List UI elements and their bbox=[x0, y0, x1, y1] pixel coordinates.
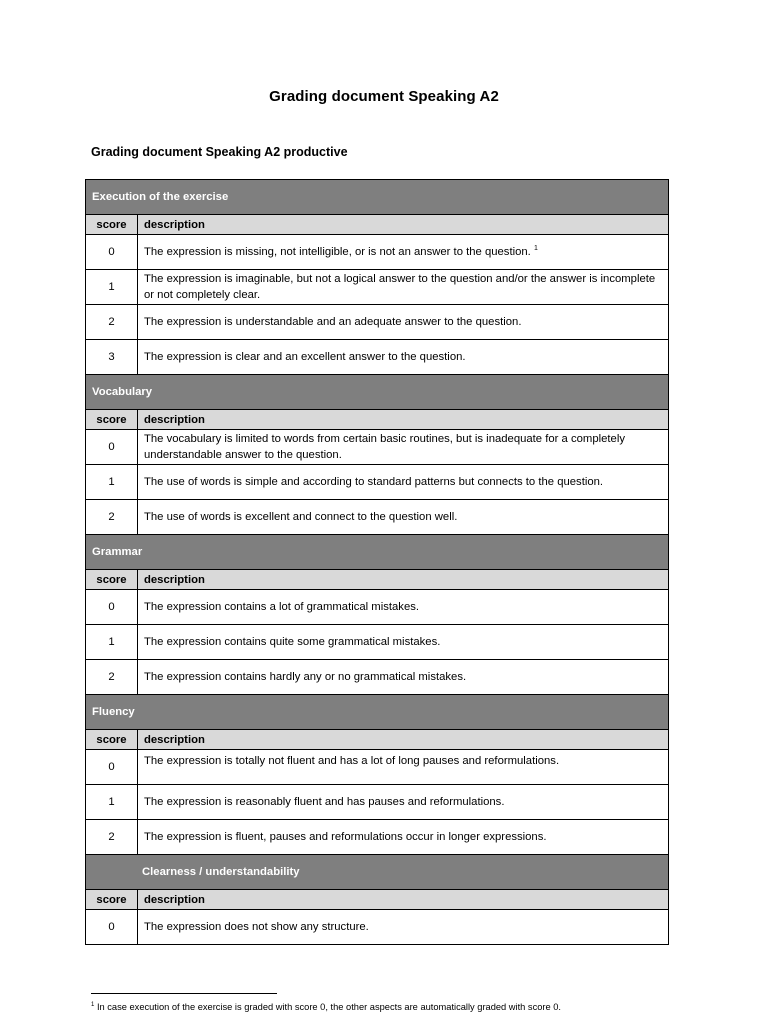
section-title: Fluency bbox=[86, 695, 669, 730]
table-row bbox=[86, 340, 669, 375]
score-cell: 0 bbox=[86, 910, 138, 945]
description-cell: The expression is imaginable, but not a logical answer to the question and/or the answer is incomplete or not completely clear. bbox=[138, 270, 669, 305]
section-header-vocabulary bbox=[86, 375, 669, 410]
description-cell: The expression is clear and an excellent answer to the question. bbox=[138, 340, 669, 375]
score-column-header: score bbox=[86, 890, 138, 910]
description-cell: The expression is fluent, pauses and reformulations occur in longer expressions. bbox=[138, 820, 669, 855]
score-column-header: score bbox=[86, 730, 138, 750]
table-row bbox=[86, 235, 669, 270]
description-cell: The expression is understandable and an adequate answer to the question. bbox=[138, 305, 669, 340]
table-row bbox=[86, 500, 669, 535]
score-cell: 2 bbox=[86, 820, 138, 855]
table-row bbox=[86, 625, 669, 660]
section-title: Execution of the exercise bbox=[86, 180, 669, 215]
table-row bbox=[86, 465, 669, 500]
score-cell: 0 bbox=[86, 430, 138, 465]
score-cell: 1 bbox=[86, 465, 138, 500]
description-cell bbox=[138, 235, 669, 270]
score-cell: 1 bbox=[86, 625, 138, 660]
description-column-header: description bbox=[138, 730, 669, 750]
column-header-row bbox=[86, 410, 669, 430]
description-cell: The vocabulary is limited to words from certain basic routines, but is inadequate for a completely understandable answer to the question. bbox=[138, 430, 669, 465]
section-header-execution bbox=[86, 180, 669, 215]
column-header-row bbox=[86, 730, 669, 750]
column-header-row bbox=[86, 890, 669, 910]
table-row bbox=[86, 430, 669, 465]
table-row bbox=[86, 820, 669, 855]
score-cell: 0 bbox=[86, 750, 138, 785]
section-title: Clearness / understandability bbox=[86, 855, 669, 890]
table-row bbox=[86, 785, 669, 820]
score-column-header: score bbox=[86, 215, 138, 235]
description-text: The expression is missing, not intelligible, or is not an answer to the question. bbox=[144, 246, 531, 258]
score-cell: 2 bbox=[86, 660, 138, 695]
score-cell: 0 bbox=[86, 590, 138, 625]
description-cell: The expression contains quite some grammatical mistakes. bbox=[138, 625, 669, 660]
description-cell: The expression contains a lot of grammatical mistakes. bbox=[138, 590, 669, 625]
column-header-row bbox=[86, 215, 669, 235]
description-cell: The expression contains hardly any or no grammatical mistakes. bbox=[138, 660, 669, 695]
table-row bbox=[86, 910, 669, 945]
description-cell: The use of words is simple and according to standard patterns but connects to the question. bbox=[138, 465, 669, 500]
score-column-header: score bbox=[86, 570, 138, 590]
column-header-row bbox=[86, 570, 669, 590]
grading-table bbox=[85, 179, 669, 945]
page-title: Grading document Speaking A2 bbox=[269, 88, 499, 105]
description-cell: The expression is reasonably fluent and has pauses and reformulations. bbox=[138, 785, 669, 820]
table-row bbox=[86, 660, 669, 695]
score-cell: 3 bbox=[86, 340, 138, 375]
score-column-header: score bbox=[86, 410, 138, 430]
footnote-text: In case execution of the exercise is graded with score 0, the other aspects are automatically graded with score 0. bbox=[96, 1002, 561, 1012]
description-cell: The expression is totally not fluent and has a lot of long pauses and reformulations. bbox=[138, 750, 669, 785]
section-title: Vocabulary bbox=[86, 375, 669, 410]
score-cell: 1 bbox=[86, 785, 138, 820]
footnote-marker: 1 bbox=[91, 1001, 95, 1008]
footnote bbox=[91, 1002, 561, 1012]
description-column-header: description bbox=[138, 410, 669, 430]
score-cell: 0 bbox=[86, 235, 138, 270]
description-cell: The use of words is excellent and connect to the question well. bbox=[138, 500, 669, 535]
section-header-clearness bbox=[86, 855, 669, 890]
description-cell: The expression does not show any structure. bbox=[138, 910, 669, 945]
document-subtitle: Grading document Speaking A2 productive bbox=[91, 145, 348, 159]
footnote-reference: 1 bbox=[533, 245, 538, 253]
footnote-separator bbox=[91, 993, 277, 994]
description-column-header: description bbox=[138, 570, 669, 590]
table-row bbox=[86, 590, 669, 625]
description-column-header: description bbox=[138, 215, 669, 235]
table-row bbox=[86, 270, 669, 305]
section-title: Grammar bbox=[86, 535, 669, 570]
section-header-grammar bbox=[86, 535, 669, 570]
table-row bbox=[86, 305, 669, 340]
section-header-fluency bbox=[86, 695, 669, 730]
score-cell: 2 bbox=[86, 500, 138, 535]
score-cell: 1 bbox=[86, 270, 138, 305]
table-row bbox=[86, 750, 669, 785]
description-column-header: description bbox=[138, 890, 669, 910]
score-cell: 2 bbox=[86, 305, 138, 340]
